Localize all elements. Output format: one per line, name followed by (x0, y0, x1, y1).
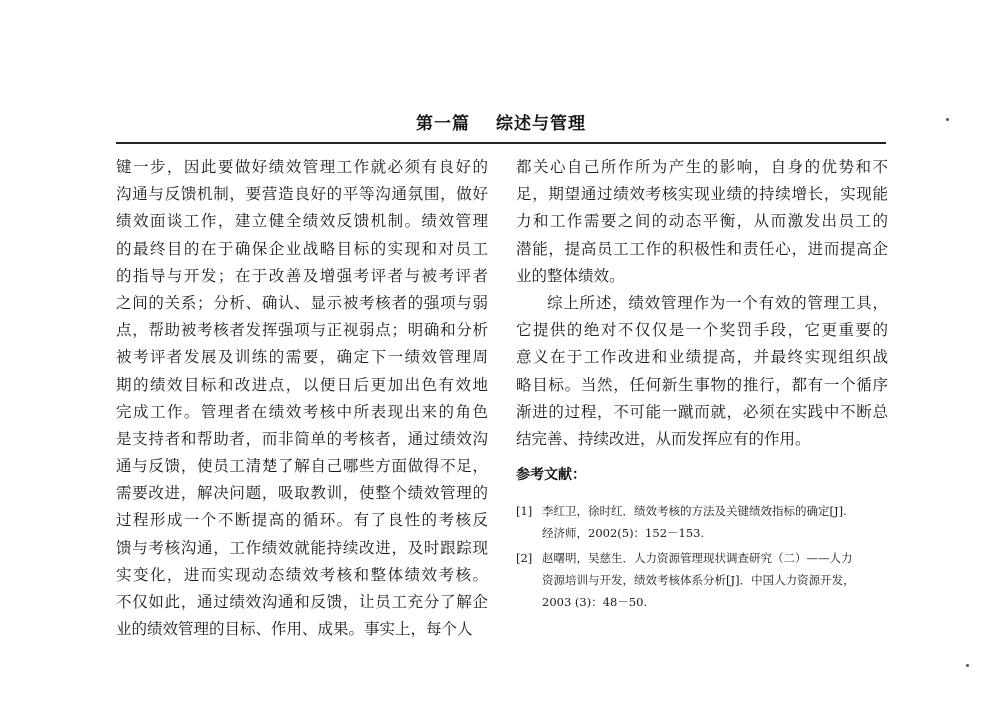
reference-text-line: 李红卫，徐时红．绩效考核的方法及关键绩效指标的确定[J]. (542, 504, 847, 518)
page-header (116, 109, 886, 134)
text-line: 过程形成一个不断提高的循环。有了良性的考核反 (116, 511, 488, 530)
reference-number: [1] (516, 504, 533, 518)
right-column (516, 154, 888, 453)
text-line: 沟通与反馈机制，要营造良好的平等沟通氛围，做好 (116, 185, 488, 204)
text-line: 意义在于工作改进和业绩提高，并最终实现组织战 (516, 348, 888, 367)
text-line: 力和工作需要之间的动态平衡，从而激发出员工的 (516, 212, 888, 231)
reference-number: [2] (516, 551, 533, 565)
text-line: 期的绩效目标和改进点，以便日后更加出色有效地 (116, 375, 488, 394)
text-line: 完成工作。管理者在绩效考核中所表现出来的角色 (116, 402, 488, 421)
text-line: 的指导与开发；在于改善及增强考评者与被考评者 (116, 266, 488, 285)
reference-text-line: 经济师，2002(5)：152－153. (542, 526, 705, 540)
text-line: 馈与考核沟通，工作绩效就能持续改进，及时跟踪现 (116, 538, 488, 557)
text-line: 都关心自己所作所为产生的影响，自身的优势和不 (516, 158, 888, 176)
text-line: 业的整体绩效。 (516, 266, 625, 285)
text-line: 业的绩效管理的目标、作用、成果。事实上，每个人 (116, 620, 473, 639)
text-line: 结完善、持续改进，从而发挥应有的作用。 (516, 429, 811, 448)
text-line: 需要改进，解决问题，吸取教训，使整个绩效管理的 (116, 484, 488, 503)
text-line: 通与反馈，使员工清楚了解自己哪些方面做得不足， (116, 457, 488, 476)
header-part: 第一篇 (416, 114, 470, 134)
text-line: 它提供的绝对不仅仅是一个奖罚手段，它更重要的 (516, 321, 888, 340)
text-line: 综上所述，绩效管理作为一个有效的管理工具， (547, 293, 888, 312)
text-line: 略目标。当然，任何新生事物的推行，都有一个循序 (516, 375, 888, 394)
reference-item (516, 500, 888, 544)
text-line: 键一步，因此要做好绩效管理工作就必须有良好的 (116, 158, 488, 176)
left-column (116, 154, 488, 643)
text-line: 潜能，提高员工工作的积极性和责任心，进而提高企 (516, 239, 888, 258)
references-list (516, 500, 888, 616)
reference-text-line: 资源培训与开发，绩效考核体系分析[J]．中国人力资源开发， (542, 573, 855, 587)
text-line: 不仅如此，通过绩效沟通和反馈，让员工充分了解企 (116, 593, 488, 611)
reference-item (516, 547, 888, 613)
text-line: 渐进的过程，不可能一蹴而就，必须在实践中不断总 (516, 402, 888, 421)
text-line: 的最终目的在于确保企业战略目标的实现和对员工 (116, 239, 488, 258)
text-line: 绩效面谈工作，建立健全绩效反馈机制。绩效管理 (116, 212, 488, 231)
text-line: 足，期望通过绩效考核实现业绩的持续增长，实现能 (516, 185, 888, 204)
text-line: 之间的关系；分析、确认、显示被考核者的强项与弱 (116, 293, 488, 312)
scan-speck (946, 118, 949, 121)
reference-text-line: 赵曙明，吴慈生．人力资源管理现状调查研究（二）——人力 (542, 551, 853, 565)
text-line: 是支持者和帮助者，而非简单的考核者，通过绩效沟 (116, 429, 488, 448)
references-title: 参考文献： (516, 467, 586, 483)
text-line: 点，帮助被考核者发挥强项与正视弱点；明确和分析 (116, 321, 488, 340)
reference-text-line: 2003 (3)：48－50. (542, 595, 648, 609)
header-rule (116, 142, 886, 144)
scan-speck (966, 664, 969, 667)
text-line: 被考评者发展及训练的需要，确定下一绩效管理周 (116, 348, 488, 367)
header-title: 综述与管理 (496, 114, 586, 134)
text-line: 实变化，进而实现动态绩效考核和整体绩效考核。 (116, 565, 488, 584)
